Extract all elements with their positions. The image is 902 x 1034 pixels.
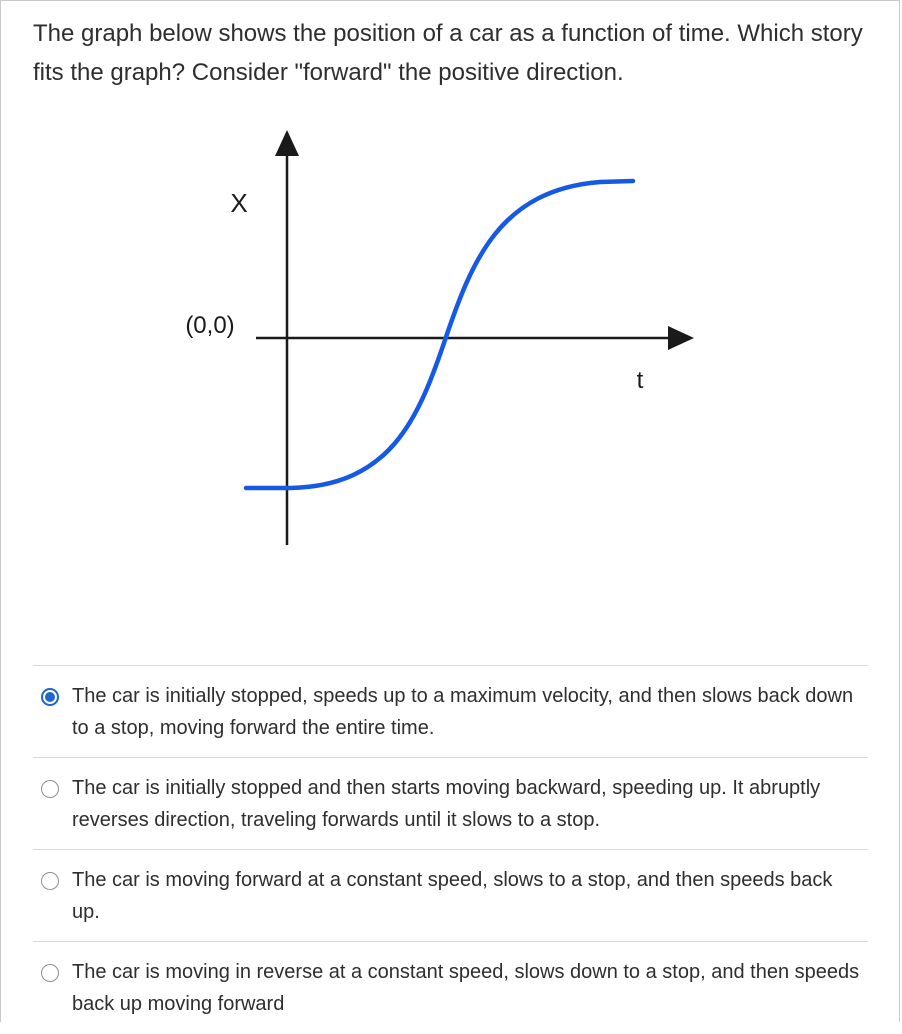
radio-button[interactable] bbox=[41, 780, 59, 798]
answer-option-2[interactable] bbox=[33, 758, 868, 850]
origin-label: (0,0) bbox=[185, 312, 235, 339]
x-axis-label: t bbox=[636, 367, 644, 394]
position-curve bbox=[246, 181, 633, 488]
position-time-graph bbox=[0, 120, 902, 560]
answer-option-label: The car is moving forward at a constant speed, slows to a stop, and then speeds back up. bbox=[72, 869, 833, 923]
answer-option-3[interactable] bbox=[33, 850, 868, 942]
y-axis-label: X bbox=[230, 188, 248, 218]
radio-button[interactable] bbox=[41, 964, 59, 982]
question-text: The graph below shows the position of a car as a function of time. Which story fits the graph? Consider "forward" the positive direction. bbox=[33, 20, 863, 86]
answer-option-label: The car is initially stopped, speeds up to a maximum velocity, and then slows back down to a stop, moving forward the entire time. bbox=[72, 685, 854, 739]
radio-button[interactable] bbox=[41, 872, 59, 890]
answer-options bbox=[33, 665, 868, 1034]
x-axis-arrow bbox=[668, 326, 694, 350]
answer-option-1[interactable] bbox=[33, 666, 868, 758]
radio-button-selected[interactable] bbox=[41, 688, 59, 706]
answer-option-label: The car is moving in reverse at a constant speed, slows down to a stop, and then speeds back up moving forward bbox=[72, 961, 860, 1015]
y-axis-arrow bbox=[275, 130, 299, 156]
answer-option-label: The car is initially stopped and then starts moving backward, speeding up. It abruptly reverses direction, traveling forwards until it slows to a stop. bbox=[72, 777, 821, 831]
answer-option-4[interactable] bbox=[33, 942, 868, 1034]
